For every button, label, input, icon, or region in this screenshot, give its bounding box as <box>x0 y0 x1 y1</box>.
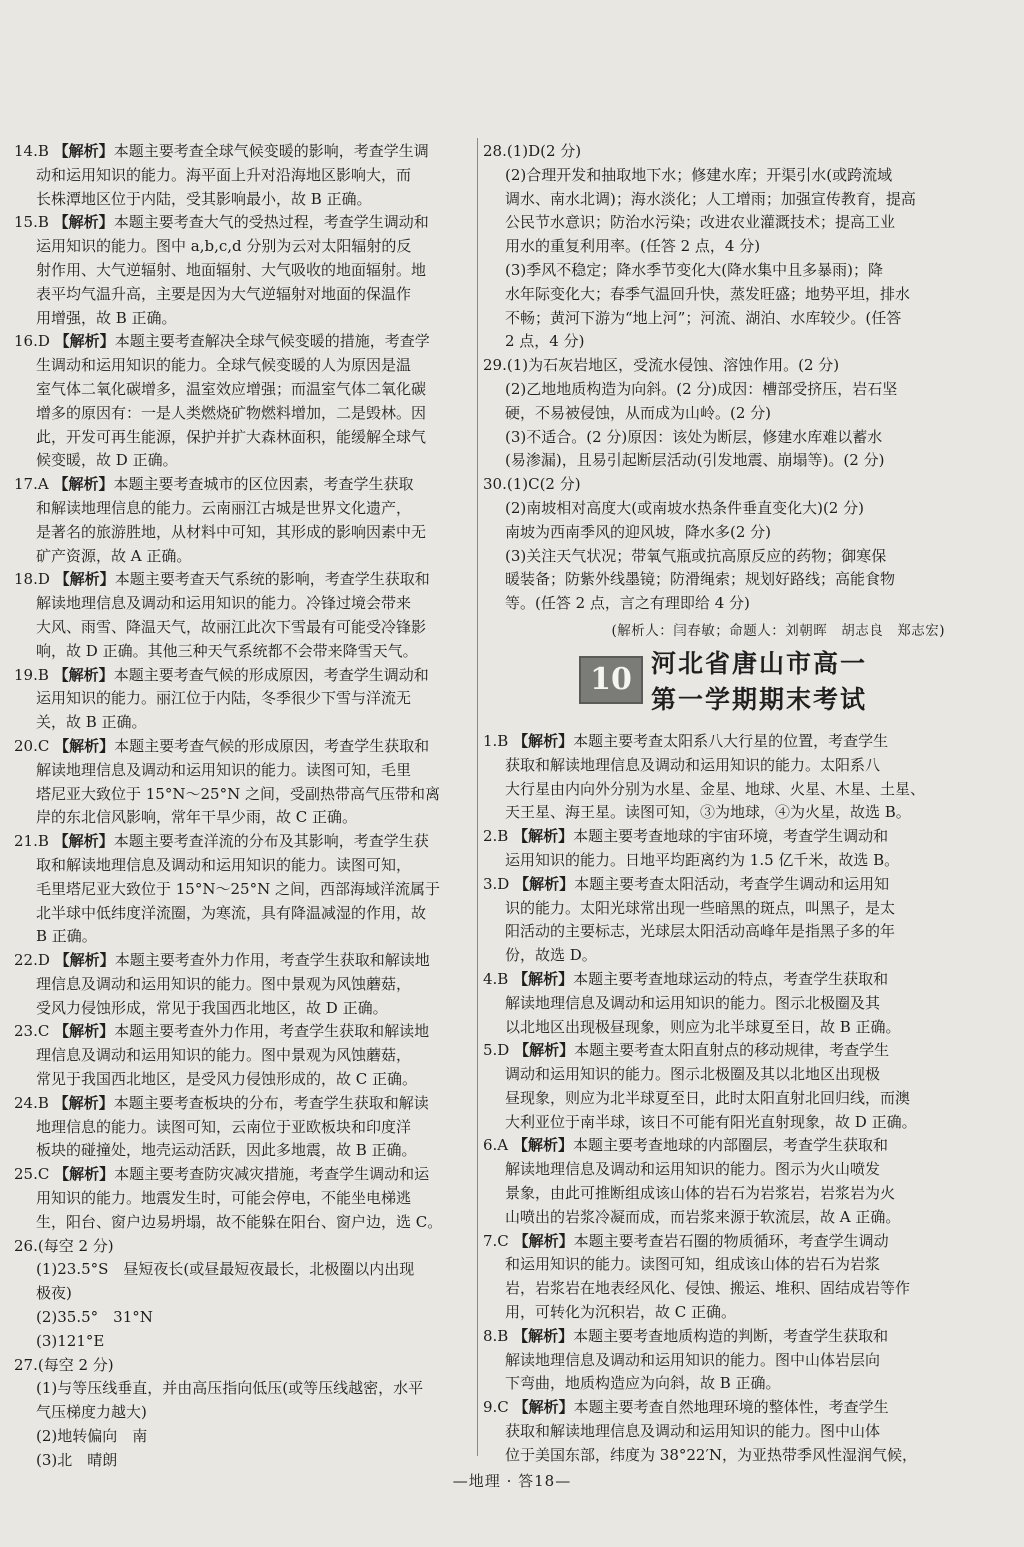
question-27 <box>14 1354 476 1473</box>
answer-line: 阳活动的主要标志，光球层太阳活动高峰年是指黑子多的年 <box>505 922 896 941</box>
answer-text: 本题主要考查地球运动的特点，考查学生获取和 <box>573 969 889 988</box>
left-column <box>14 140 476 1473</box>
answer-text: 本题主要考查地球的内部圈层，考查学生获取和 <box>572 1136 888 1155</box>
q28-line: 调水、南水北调)；海水淡化；人工增雨；加强宣传教育，提高 <box>505 189 916 208</box>
answer-line: 取和解读地理信息及调动和运用知识的能力。读图可知， <box>36 855 412 874</box>
q30-line: (3)关注天气状况；带氧气瓶或抗高原反应的药物；御寒保 <box>505 546 887 565</box>
analysis-tag: 【解析】 <box>512 1136 573 1155</box>
answer-number: 1.B <box>483 731 509 750</box>
exam-number-badge: 10 <box>579 656 643 704</box>
answer-entry <box>14 140 476 211</box>
answer-entry <box>14 949 476 1020</box>
answer-number: 7.C <box>483 1231 509 1250</box>
answer-text: 本题主要考查地球的宇宙环境，考查学生调动和 <box>573 827 889 846</box>
right-column <box>483 140 945 1468</box>
answer-number: 21.B <box>14 832 49 851</box>
analysis-tag: 【解析】 <box>513 827 574 846</box>
q30-line: 暖装备；防紫外线墨镜；防滑绳索；规划好路线；高能食物 <box>505 570 896 589</box>
answer-number: 14.B <box>14 142 49 160</box>
answer-line: 地理信息的能力。读图可知，云南位于亚欧板块和印度洋 <box>36 1117 412 1136</box>
answer-first-line <box>483 730 945 754</box>
answer-number: 4.B <box>483 969 509 988</box>
answer-line: 获取和解读地理信息及调动和运用知识的能力。太阳系八 <box>505 755 881 774</box>
answer-line: 室气体二氧化碳增多，温室效应增强；而温室气体二氧化碳 <box>36 379 427 398</box>
answer-line: 调动和运用知识的能力。图示北极圈及其以北地区出现极 <box>505 1065 881 1084</box>
answer-number: 22.D <box>14 951 50 970</box>
answer-line: 解读地理信息及调动和运用知识的能力。图示为火山喷发 <box>505 1160 881 1179</box>
question-28 <box>483 140 945 354</box>
answer-text: 本题主要考查板块的分布，考查学生获取和解读 <box>113 1093 429 1112</box>
answer-line: 位于美国东部，纬度为 38°22′N，为亚热带季风性湿润气候， <box>505 1445 917 1464</box>
answer-line: 运用知识的能力。图中 a,b,c,d 分别为云对太阳辐射的反 <box>36 237 412 256</box>
answer-first-line <box>14 1020 476 1044</box>
q28-line: 2 点，4 分) <box>505 332 585 351</box>
q29-line: (2)乙地地质构造为向斜。(2 分)成因：槽部受挤压，岩石坚 <box>505 379 898 398</box>
q28-line: (3)季风不稳定；降水季节变化大(降水集中且多暴雨)；降 <box>505 260 883 279</box>
q26-line: (2)35.5° 31°N <box>36 1308 153 1327</box>
analysis-tag: 【解析】 <box>53 213 114 232</box>
answer-entry <box>483 1230 945 1325</box>
answer-line: 大利亚位于南半球，该日不可能有阳光直射现象，故 D 正确。 <box>505 1112 917 1131</box>
answer-first-line <box>14 949 476 973</box>
answer-number: 18.D <box>14 570 50 589</box>
answer-text: 本题主要考查城市的区位因素，考查学生获取 <box>113 475 414 494</box>
column-divider <box>477 138 478 1456</box>
analysis-tag: 【解析】 <box>54 570 115 589</box>
answer-line: B 正确。 <box>36 927 97 946</box>
answer-line: 用增强，故 B 正确。 <box>36 308 177 327</box>
answer-line: 表平均气温升高，主要是因为大气逆辐射对地面的保温作 <box>36 284 412 303</box>
right-entries <box>483 730 945 1468</box>
question-26-head: 26.(每空 2 分) <box>14 1236 114 1255</box>
q29-line: (3)不适合。(2 分)原因：该处为断层，修建水库难以蓄水 <box>505 427 883 446</box>
answer-number: 3.D <box>483 874 510 893</box>
analysis-tag: 【解析】 <box>53 832 114 851</box>
answer-entry <box>14 330 476 473</box>
answer-entry <box>14 735 476 830</box>
answer-entry <box>483 968 945 1039</box>
left-entries <box>14 140 476 1235</box>
q30-line: 等。(任答 2 点，言之有理即给 4 分) <box>505 594 750 613</box>
answer-first-line <box>14 140 476 164</box>
answer-line: 以北地区出现极昼现象，则应为北半球夏至日，故 B 正确。 <box>505 1017 901 1036</box>
q28-line: 公民节水意识；防治水污染；改进农业灌溉技术；提高工业 <box>505 213 896 232</box>
answer-text: 本题主要考查岩石圈的物质循环，考查学生调动 <box>573 1231 889 1250</box>
q26-line: (1)23.5°S 昼短夜长(或昼最短夜最长，北极圈以内出现 <box>36 1260 415 1279</box>
analysis-tag: 【解析】 <box>53 142 114 160</box>
answer-line: 候变暖，故 D 正确。 <box>36 451 178 470</box>
q27-line: 气压梯度力越大) <box>36 1403 147 1422</box>
answer-text: 本题主要考查气候的形成原因，考查学生调动和 <box>113 665 429 684</box>
answer-line: 用知识的能力。地震发生时，可能会停电，不能坐电梯逃 <box>36 1189 412 1208</box>
answer-entry <box>483 1325 945 1396</box>
answer-text: 本题主要考查外力作用，考查学生获取和解读地 <box>114 951 430 970</box>
q29-line: 硬，不易被侵蚀，从而成为山岭。(2 分) <box>505 403 772 422</box>
q26-line: (3)121°E <box>36 1331 105 1350</box>
answer-first-line <box>483 825 945 849</box>
question-30-head: 30.(1)C(2 分) <box>483 475 581 494</box>
answer-entry <box>14 1163 476 1234</box>
answer-text: 本题主要考查太阳系八大行星的位置，考查学生 <box>573 731 889 750</box>
analysis-tag: 【解析】 <box>513 1398 574 1417</box>
answer-line: 昼现象，则应为北半球夏至日，此时太阳直射北回归线，而澳 <box>505 1088 911 1107</box>
answer-entry <box>14 568 476 663</box>
q30-line: (2)南坡相对高度大(或南坡水热条件垂直变化大)(2 分) <box>505 498 864 517</box>
answer-first-line <box>14 735 476 759</box>
answer-line: 受风力侵蚀形成，常见于我国西北地区，故 D 正确。 <box>36 998 388 1017</box>
analysis-tag: 【解析】 <box>513 1326 574 1345</box>
answer-line: 和运用知识的能力。读图可知，组成该山体的岩石为岩浆 <box>505 1255 881 1274</box>
analysis-tag: 【解析】 <box>54 332 115 351</box>
q26-line: 极夜) <box>36 1284 72 1303</box>
answer-line: 获取和解读地理信息及调动和运用知识的能力。图中山体 <box>505 1422 881 1441</box>
exam-title <box>651 646 867 718</box>
answer-text: 本题主要考查大气的受热过程，考查学生调动和 <box>113 213 429 232</box>
analysis-tag: 【解析】 <box>513 969 574 988</box>
answer-line: 毛里塔尼亚大致位于 15°N～25°N 之间，西部海域洋流属于 <box>36 879 440 898</box>
answer-text: 本题主要考查气候的形成原因，考查学生获取和 <box>114 736 430 755</box>
exam-section-header <box>483 648 945 724</box>
answer-line: 大风、雨雪、降温天气，故丽江此次下雪最有可能受冷锋影 <box>36 617 427 636</box>
answer-entry <box>483 1134 945 1229</box>
answer-line: 响，故 D 正确。其他三种天气系统都不会带来降雪天气。 <box>36 641 418 660</box>
answer-text: 本题主要考查天气系统的影响，考查学生获取和 <box>114 570 430 589</box>
answer-line: 常见于我国西北地区，是受风力侵蚀形成的，故 C 正确。 <box>36 1070 418 1089</box>
answer-entry <box>14 1020 476 1091</box>
answer-line: 岸的东北信风影响，常年干旱少雨，故 C 正确。 <box>36 808 358 827</box>
answer-first-line <box>14 330 476 354</box>
q30-line: 南坡为西南季风的迎风坡，降水多(2 分) <box>505 522 772 541</box>
q28-line: 不畅；黄河下游为“地上河”；河流、湖泊、水库较少。(任答 <box>505 308 902 327</box>
answer-line: 长株潭地区位于内陆，受其影响最小，故 B 正确。 <box>36 189 372 208</box>
q29-line: (易渗漏)，且易引起断层活动(引发地震、崩塌等)。(2 分) <box>505 451 885 470</box>
q28-line: 用水的重复利用率。(任答 2 点，4 分) <box>505 237 761 256</box>
answer-line: 下弯曲，地质构造应为向斜，故 B 正确。 <box>505 1374 781 1393</box>
analysis-tag: 【解析】 <box>53 665 114 684</box>
analysis-tag: 【解析】 <box>514 1041 575 1060</box>
answer-entry <box>483 730 945 825</box>
answer-line: 识的能力。太阳光球常出现一些暗黑的斑点，叫黑子，是太 <box>505 898 896 917</box>
author-credit: (解析人：闫春敏；命题人：刘朝晖 胡志良 郑志宏) <box>611 622 945 639</box>
answer-line: 理信息及调动和运用知识的能力。图中景观为风蚀蘑菇， <box>36 974 412 993</box>
answer-first-line <box>483 968 945 992</box>
answer-text: 本题主要考查太阳活动，考查学生调动和运用知 <box>574 874 890 893</box>
page-footer: —地理 · 答18— <box>452 1472 572 1490</box>
answer-line: 此，开发可再生能源，保护并扩大森林面积，能缓解全球气 <box>36 427 427 446</box>
answer-line: 射作用、大气逆辐射、地面辐射、大气吸收的地面辐射。地 <box>36 260 427 279</box>
question-26 <box>14 1235 476 1354</box>
analysis-tag: 【解析】 <box>54 736 115 755</box>
answer-text: 本题主要考查洋流的分布及其影响，考查学生获 <box>113 832 429 851</box>
answer-line: 运用知识的能力。日地平均距离约为 1.5 亿千米，故选 B。 <box>505 850 900 869</box>
answer-line: 生，阳台、窗户边易坍塌，故不能躲在阳台、窗户边，选 C。 <box>36 1212 443 1231</box>
answer-text: 本题主要考查全球气候变暖的影响，考查学生调 <box>113 142 429 160</box>
analysis-tag: 【解析】 <box>513 1231 574 1250</box>
answer-first-line <box>483 1134 945 1158</box>
answer-number: 5.D <box>483 1041 510 1060</box>
answer-line: 是著名的旅游胜地，从材料中可知，其形成的影响因素中无 <box>36 522 427 541</box>
answer-line: 生调动和运用知识的能力。全球气候变暖的人为原因是温 <box>36 356 412 375</box>
question-27-head: 27.(每空 2 分) <box>14 1355 114 1374</box>
q28-line: 水年际变化大；春季气温回升快，蒸发旺盛；地势平坦，排水 <box>505 284 911 303</box>
answer-number: 19.B <box>14 665 49 684</box>
answer-entry <box>14 830 476 949</box>
exam-title-line-1: 河北省唐山市高一 <box>651 648 868 678</box>
answer-text: 本题主要考查外力作用，考查学生获取和解读地 <box>114 1022 430 1041</box>
answer-first-line <box>483 873 945 897</box>
answer-entry <box>483 1039 945 1134</box>
analysis-tag: 【解析】 <box>54 1022 115 1041</box>
q28-line: (2)合理开发和抽取地下水；修建水库；开渠引水(或跨流域 <box>505 165 893 184</box>
analysis-tag: 【解析】 <box>53 475 114 494</box>
answer-line: 解读地理信息及调动和运用知识的能力。读图可知，毛里 <box>36 760 412 779</box>
answer-number: 23.C <box>14 1022 50 1041</box>
question-30 <box>483 473 945 616</box>
answer-text: 本题主要考查解决全球气候变暖的措施，考查学 <box>114 332 430 351</box>
answer-first-line <box>14 1092 476 1116</box>
answer-text: 本题主要考查防灾减灾措施，考查学生调动和运 <box>114 1165 430 1184</box>
answer-line: 和解读地理信息的能力。云南丽江古城是世界文化遗产， <box>36 498 412 517</box>
answer-line: 关，故 B 正确。 <box>36 713 147 732</box>
answer-number: 8.B <box>483 1326 509 1345</box>
answer-first-line <box>483 1325 945 1349</box>
analysis-tag: 【解析】 <box>53 1093 114 1112</box>
answer-first-line <box>14 830 476 854</box>
answer-number: 6.A <box>483 1136 509 1155</box>
answer-entry <box>14 664 476 735</box>
answer-line: 解读地理信息及调动和运用知识的能力。冷锋过境会带来 <box>36 594 412 613</box>
question-29-head: 29.(1)为石灰岩地区，受流水侵蚀、溶蚀作用。(2 分) <box>483 356 840 375</box>
q27-line: (1)与等压线垂直，并由高压指向低压(或等压线越密，水平 <box>36 1379 424 1398</box>
answer-entry <box>483 825 945 873</box>
answer-line: 解读地理信息及调动和运用知识的能力。图中山体岩层向 <box>505 1350 881 1369</box>
answer-first-line <box>14 568 476 592</box>
answer-line: 矿产资源，故 A 正确。 <box>36 546 192 565</box>
answer-number: 17.A <box>14 475 49 494</box>
q27-line: (3)北 晴朗 <box>36 1450 118 1469</box>
answer-text: 本题主要考查太阳直射点的移动规律，考查学生 <box>574 1041 890 1060</box>
answer-first-line <box>14 473 476 497</box>
answer-text: 本题主要考查自然地理环境的整体性，考查学生 <box>573 1398 889 1417</box>
answer-entry <box>14 211 476 330</box>
answer-line: 天王星、海王星。读图可知，③为地球，④为火星，故选 B。 <box>505 803 911 822</box>
answer-line: 山喷出的岩浆冷凝而成，而岩浆来源于软流层，故 A 正确。 <box>505 1207 901 1226</box>
analysis-tag: 【解析】 <box>514 874 575 893</box>
analysis-tag: 【解析】 <box>54 951 115 970</box>
answer-line: 景象，由此可推断组成该山体的岩石为岩浆岩，岩浆岩为火 <box>505 1184 896 1203</box>
answer-line: 塔尼亚大致位于 15°N～25°N 之间，受副热带高气压带和离 <box>36 784 440 803</box>
answer-line: 用，可转化为沉积岩，故 C 正确。 <box>505 1303 737 1322</box>
answer-line: 板块的碰撞处，地壳运动活跃，因此多地震，故 B 正确。 <box>36 1141 417 1160</box>
exam-title-line-2: 第一学期期末考试 <box>651 684 868 714</box>
answer-number: 2.B <box>483 827 509 846</box>
answer-line: 运用知识的能力。丽江位于内陆，冬季很少下雪与洋流无 <box>36 689 412 708</box>
answer-entry <box>483 1396 945 1467</box>
answer-first-line <box>14 211 476 235</box>
answer-line: 岩，岩浆岩在地表经风化、侵蚀、搬运、堆积、固结成岩等作 <box>505 1279 911 1298</box>
answer-number: 16.D <box>14 332 50 351</box>
analysis-tag: 【解析】 <box>54 1165 115 1184</box>
analysis-tag: 【解析】 <box>513 731 574 750</box>
answer-text: 本题主要考查地质构造的判断，考查学生获取和 <box>573 1326 889 1345</box>
q27-line: (2)地转偏向 南 <box>36 1427 148 1446</box>
answer-line: 理信息及调动和运用知识的能力。图中景观为风蚀蘑菇， <box>36 1046 412 1065</box>
answer-number: 25.C <box>14 1165 50 1184</box>
answer-number: 24.B <box>14 1093 49 1112</box>
answer-line: 大行星由内向外分别为水星、金星、地球、火星、木星、土星、 <box>505 779 926 798</box>
answer-entry <box>14 473 476 568</box>
answer-number: 20.C <box>14 736 50 755</box>
answer-first-line <box>14 664 476 688</box>
answer-line: 解读地理信息及调动和运用知识的能力。图示北极圈及其 <box>505 993 881 1012</box>
answer-first-line <box>483 1396 945 1420</box>
answer-entry <box>14 1092 476 1163</box>
answer-entry <box>483 873 945 968</box>
question-29 <box>483 354 945 473</box>
answer-line: 北半球中低纬度洋流圈，为寒流，具有降温减湿的作用，故 <box>36 903 427 922</box>
answer-line: 增多的原因有：一是人类燃烧矿物燃料增加，二是毁林。因 <box>36 403 427 422</box>
answer-line: 份，故选 D。 <box>505 946 597 965</box>
answer-first-line <box>483 1230 945 1254</box>
answer-number: 9.C <box>483 1398 509 1417</box>
answer-line: 动和运用知识的能力。海平面上升对沿海地区影响大，而 <box>36 165 412 184</box>
answer-number: 15.B <box>14 213 49 232</box>
answer-first-line <box>14 1163 476 1187</box>
answer-first-line <box>483 1039 945 1063</box>
question-28-head: 28.(1)D(2 分) <box>483 142 582 160</box>
